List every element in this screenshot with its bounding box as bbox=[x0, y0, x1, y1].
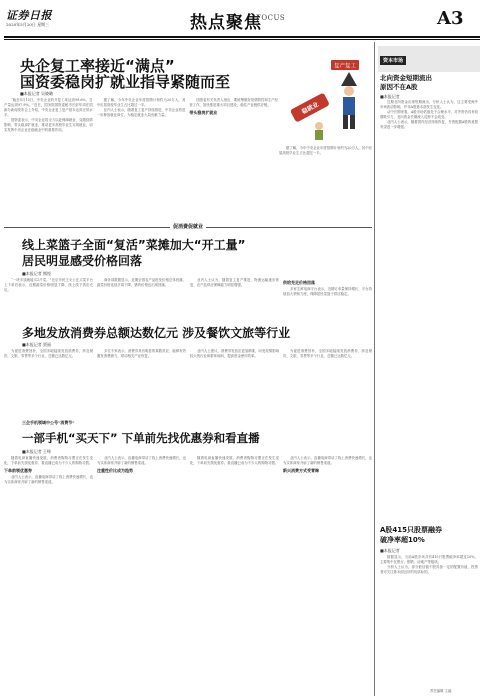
masthead: 证券日报 bbox=[6, 9, 52, 22]
paragraph: “截至5月15日，中央企业的开复工率达到99.6%，日产量达到97.9%。”近日，国务院国资委秘书长彭华岗在国新办新闻发布会上介绍，中央企业复工复产基本达到正常水平。 bbox=[4, 98, 93, 117]
story4-kicker: 三企手机领域中公号“消费节” bbox=[22, 420, 75, 425]
lead-headline-line1: 央企复工率接近“满点” bbox=[20, 57, 175, 75]
lead-columns-right bbox=[279, 146, 372, 216]
text-column bbox=[283, 278, 372, 316]
text-column bbox=[190, 349, 279, 414]
text-column bbox=[4, 278, 93, 316]
text-column bbox=[97, 456, 186, 692]
paragraph: 据了解，今年中央企业年度招聘计划约为20万人，其中应届高校毕业生占比超过一半。 bbox=[96, 98, 186, 107]
story2-headline-line1: 线上菜篮子全面“复活”菜摊加大“开工量” bbox=[22, 238, 246, 252]
text-column bbox=[97, 349, 186, 414]
page-number: A3 bbox=[437, 8, 464, 29]
lead-byline: ■本报记者 吴晓璐 bbox=[20, 91, 54, 96]
story3-byline: ■本报记者 贾丽 bbox=[22, 342, 52, 347]
paragraph: 国资委表示，中央企业将全力以赴保障就业，克服疫情影响，带头稳岗扩就业，推动更多高校毕业生实现就业，切实发挥中央企业在稳就业中的重要作用。 bbox=[4, 118, 93, 132]
illustration-sign: 稳就业 bbox=[300, 101, 320, 116]
text-column bbox=[4, 456, 93, 692]
paragraph: 数据显示，当前A股市场共有415只股票破净率超过10%，主要集中在银行、钢铁、房地产等板块。 bbox=[380, 555, 478, 564]
sidebar-column-2 bbox=[380, 555, 478, 683]
sidebar-headline-line4: 破净率超10% bbox=[380, 536, 425, 544]
paragraph: 业内人士表示，直播电商带动了线上消费快速增长，也为实体商家开辟了新的销售渠道。 bbox=[283, 456, 372, 465]
text-column bbox=[190, 456, 279, 692]
text-column bbox=[283, 349, 372, 414]
subheading: 新兴消费方式受青睐 bbox=[283, 468, 319, 473]
story2-byline: ■本报记者 熊悦 bbox=[22, 271, 52, 276]
text-column bbox=[97, 278, 186, 316]
story2-headline-line2: 居民明显感受价格回落 bbox=[22, 254, 143, 268]
sidebar-headline-line1: 北向资金短期流出 bbox=[380, 74, 432, 82]
paragraph: 商务部数据显示，近期全国农产品批发价格总体回落，蔬菜价格连续多周下降，猪肉价格也出现回落。 bbox=[97, 278, 186, 287]
subheading: 下单前领优惠券 bbox=[4, 468, 32, 473]
lead-headline-line2: 国资委稳岗扩就业指导紧随而至 bbox=[20, 73, 231, 91]
subheading: 供给充足价格回落 bbox=[283, 280, 315, 285]
story3-columns bbox=[4, 349, 372, 414]
paragraph: 业内人士认为，随着复工复产推进，物流运输逐步恢复，农产品供应保障能力明显增强。 bbox=[190, 278, 279, 287]
text-column bbox=[190, 278, 279, 316]
section-label: FOCUS bbox=[256, 14, 286, 22]
text-column bbox=[283, 456, 372, 692]
paragraph: 多位专家表示，消费券具有明显的乘数效应，能够有效激发消费潜力，带动相关产业恢复。 bbox=[97, 349, 186, 358]
illustration-label: 复产复工 bbox=[333, 63, 357, 70]
column-divider bbox=[374, 42, 375, 696]
paragraph: 随着电商直播快速发展，消费者购物习惯正在发生变化，下单前先领优惠券、看直播已成为不少人的购物习惯。 bbox=[4, 456, 93, 465]
band-title: 促消费促就业 bbox=[170, 223, 206, 230]
story2-columns bbox=[4, 278, 372, 316]
paragraph: 据了解，今年中央企业年度招聘计划约为20万人，其中应届高校毕业生占比超过一半。 bbox=[279, 146, 372, 155]
sidebar-headline-line3: A股415只股票融券 bbox=[380, 526, 443, 534]
text-column bbox=[97, 98, 186, 190]
paragraph: 近期北向资金出现短期流出，分析人士认为，这主要受海外市场波动影响，并非A股基本面发生变化。 bbox=[380, 100, 478, 109]
lead-columns-upper bbox=[4, 98, 278, 190]
paragraph: 多家生鲜电商平台表示，近期订单量保持增长，平台持续加大采购力度，保障居民菜篮子供应稳定。 bbox=[283, 287, 372, 296]
sidebar-byline-2: ■本报记者 bbox=[380, 548, 400, 553]
story3-headline: 多地发放消费券总额达数亿元 涉及餐饮文旅等行业 bbox=[22, 326, 291, 340]
paragraph: 为促进消费回补，全国多地陆续发放消费券，涉及餐饮、文旅、零售等多个行业，总额已达数亿元。 bbox=[4, 349, 93, 358]
paragraph: 业内人士表示，直播电商带动了线上消费快速增长，也为实体商家开辟了新的销售渠道。 bbox=[4, 475, 93, 484]
story4-columns bbox=[4, 456, 372, 692]
paragraph: 业内人士表示，直播电商带动了线上消费快速增长，也为实体商家开辟了新的销售渠道。 bbox=[97, 456, 186, 465]
story4-headline: 一部手机“买天下” 下单前先找优惠券和看直播 bbox=[22, 431, 260, 445]
lead-illustration bbox=[279, 46, 371, 142]
paragraph: 业内人士表示，随着复工复产持续推进，中央企业将进一步释放就业岗位，为稳定就业大局贡献力量。 bbox=[96, 108, 186, 117]
header-rule-thin bbox=[4, 39, 480, 40]
page-header bbox=[0, 0, 484, 40]
text-column bbox=[4, 349, 93, 414]
text-column bbox=[279, 146, 372, 216]
paragraph: 分析人士认为，部分低估值个股具备一定的配置价值，投资者可关注基本面良好的优质标的。 bbox=[380, 565, 478, 574]
header-rule bbox=[4, 36, 480, 38]
paragraph: 业内人士建议，消费券发放应更加精准，向受疫情影响较大的行业和群体倾斜，提高资金使用效率。 bbox=[190, 349, 279, 358]
sidebar-column bbox=[380, 100, 478, 520]
subheading: 注重性价比成为趋势 bbox=[97, 468, 133, 473]
paragraph: 从中长期来看，A股市场估值处于合理水平，对外资仍具有较强吸引力，北向资金长期流入趋势不会改变。 bbox=[380, 110, 478, 119]
sidebar-byline: ■本报记者 bbox=[380, 94, 400, 99]
sidebar-headline-line2: 原因不在A股 bbox=[380, 83, 418, 91]
paragraph: 为促进消费回补，全国多地陆续发放消费券，涉及餐饮、文旅、零售等多个行业，总额已达数亿元。 bbox=[283, 349, 372, 358]
subheading: 带头稳岗扩就业 bbox=[189, 110, 218, 115]
section-band bbox=[4, 224, 372, 230]
page-footer: 责任编辑 主编 bbox=[430, 689, 452, 693]
dateline: 2020年5月20日 星期三 bbox=[6, 22, 50, 27]
text-column bbox=[4, 98, 93, 190]
story4-byline: ■本报记者 王峥 bbox=[22, 449, 52, 454]
paragraph: 业内人士表示，随着国内经济持续恢复，外资配置A股的意愿有望进一步增强。 bbox=[380, 120, 478, 129]
paragraph: 国资委有关负责人指出，要统筹做好疫情防控和生产经营工作，加快推进重大项目建设，稳住产业链供应链。 bbox=[189, 98, 279, 107]
text-column bbox=[189, 98, 278, 190]
paragraph: 随着电商直播快速发展，消费者购物习惯正在发生变化，下单前先领优惠券、看直播已成为不少人的购物习惯。 bbox=[190, 456, 279, 465]
sidebar-tag: 资本市场 bbox=[380, 56, 406, 65]
paragraph: “一块多钱就能买2斤菜。”北京市民王女士在买菜平台上下单后表示，近期蔬菜价格明显下降，线上线下供应充足。 bbox=[4, 278, 93, 292]
section-title: 热点聚焦 bbox=[190, 13, 262, 33]
